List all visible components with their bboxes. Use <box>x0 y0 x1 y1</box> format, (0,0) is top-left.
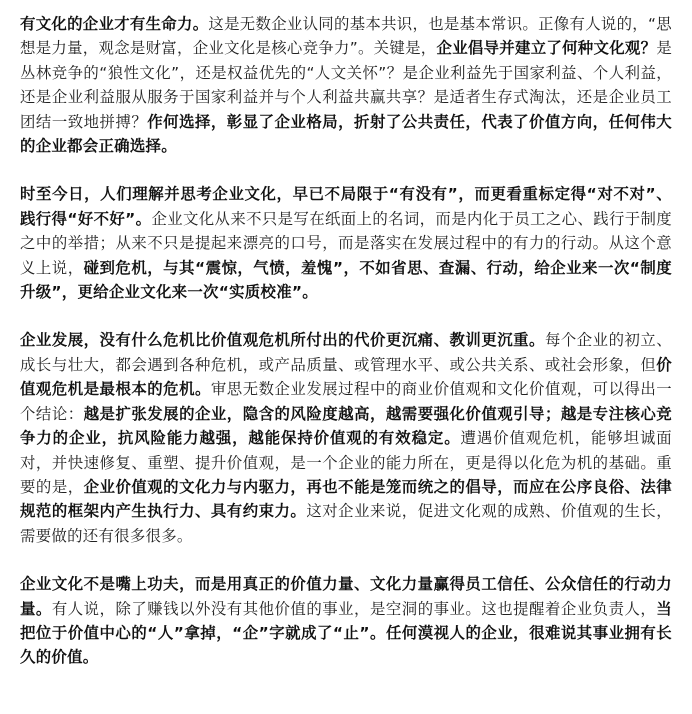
bold-text: 时至今日，人们理解并思考企业文化，早已不局限于“有没有”，而更看重标定得“对不对”、践行得“好不好”。 <box>20 185 672 228</box>
body-text: 遭遇价值观危机，能够坦诚面对，并快速修复、重塑、提升价值观，是一个企业的能力所在，更是得以化危为机的基础。重要的是， <box>20 429 672 496</box>
body-text: 这对企业来说，促进文化观的成熟、价值观的生长，需要做的还有很多很多。 <box>20 502 672 545</box>
bold-text: 企业倡导并建立了何种文化观？ <box>436 39 657 58</box>
bold-text: 价值观危机是最根本的危机。 <box>20 355 672 399</box>
paragraph-3 <box>20 328 672 548</box>
article-body <box>20 0 672 670</box>
bold-text: 越是扩张发展的企业，隐含的风险度越高，越需要强化价值观引导；越是专注核心竞争力的企业，抗风险能力越强，越能保持价值观的有效稳定。 <box>20 404 672 448</box>
body-text: 企业文化从来不只是写在纸面上的名词，而是内化于员工之心、践行于制度之中的举措；从来不只是提起来漂亮的口号，而是落实在发展过程中的有力的行动。从这个意义上说， <box>20 209 672 277</box>
bold-text: 碰到危机，与其“震惊，气愤，羞愧”，不如省思、查漏、行动，给企业来一次“制度升级”，更给企业文化来一次“实质校准”。 <box>20 258 672 302</box>
body-text: 有人说，除了赚钱以外没有其他价值的事业，是空洞的事业。这也提醒着企业负责人， <box>51 599 657 618</box>
bold-text: 作何选择，彰显了企业格局，折射了公共责任，代表了价值方向，任何伟大的企业都会正确选择。 <box>20 112 672 156</box>
bold-text: 企业文化不是嘴上功夫，而是用真正的价值力量、文化力量赢得员工信任、公众信任的行动力量。 <box>20 575 672 618</box>
body-text: 这是无数企业认同的基本共识，也是基本常识。正像有人说的，“思想是力量，观念是财富，企业文化是核心竞争力”。关键是， <box>20 15 672 58</box>
bold-text: 当把位于价值中心的“人”拿掉，“企”字就成了“止”。任何漠视人的企业，很难说其事业拥有长久的价值。 <box>20 599 672 667</box>
body-text: 是丛林竞争的“狼性文化”，还是权益优先的“人文关怀”？是企业利益先于国家利益、个人利益，还是企业利益服从服务于国家利益并与个人利益共赢共享？是适者生存式淘汰，还是企业员工团结一致地拼搏？ <box>20 39 673 131</box>
body-text: 每个企业的初立、成长与壮大，都会遇到各种危机，或产品质量、或管理水平、或公共关系、或社会形象，但 <box>20 331 672 374</box>
paragraph-2 <box>20 182 672 304</box>
bold-text: 企业发展，没有什么危机比价值观危机所付出的代价更沉痛、教训更沉重。 <box>20 331 545 350</box>
body-text: 审思无数企业发展过程中的商业价值观和文化价值观，可以得出一个结论： <box>20 380 672 423</box>
paragraph-4 <box>20 572 672 670</box>
bold-text: 企业价值观的文化力与内驱力，再也不能是笼而统之的倡导，而应在公序良俗、法律规范的框架内产生执行力、具有约束力。 <box>20 477 672 521</box>
paragraph-1 <box>20 12 672 158</box>
bold-text: 有文化的企业才有生命力。 <box>20 15 209 33</box>
